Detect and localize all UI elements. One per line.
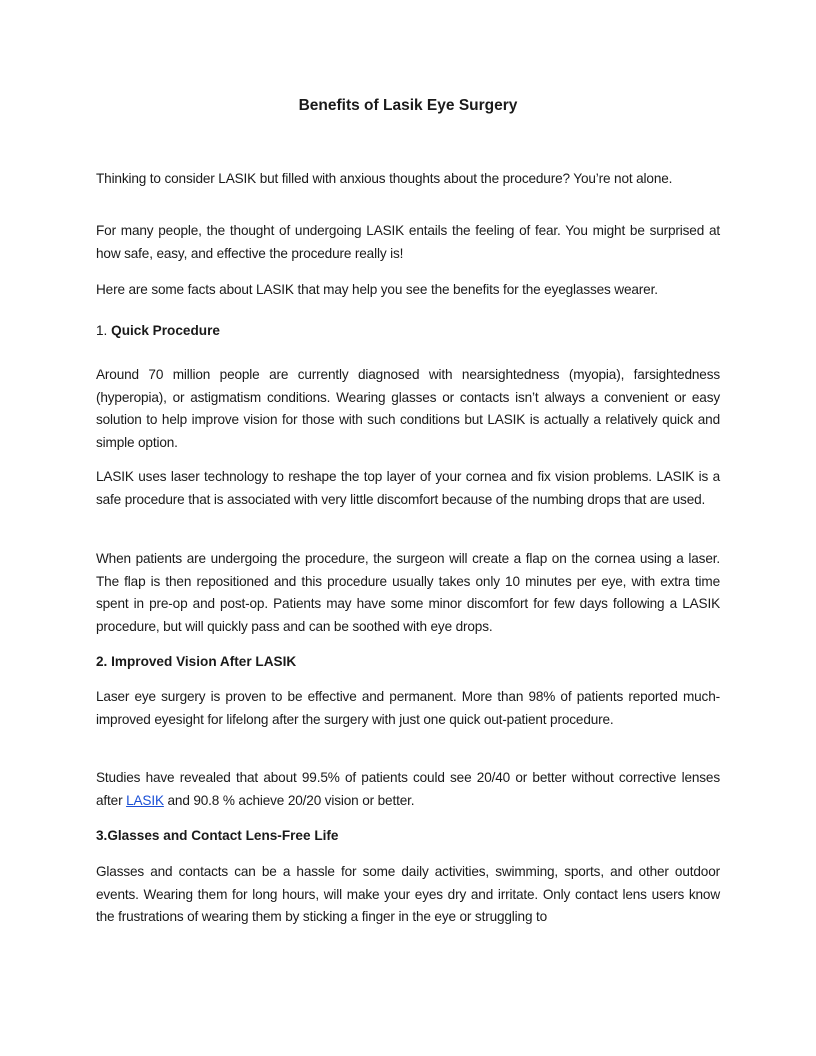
intro-paragraph-1: Thinking to consider LASIK but filled with anxious thoughts about the procedure? You’re not alone. <box>96 171 673 186</box>
section-1-paragraph-1: Around 70 million people are currently diagnosed with nearsightedness (myopia), farsightedness (hyperopia), or astigmatism conditions. Wearing glasses or contacts isn’t always a convenient or easy solution to help improve vision for those with such conditions but LASIK is actually a relatively quick and simple option. <box>96 367 720 450</box>
intro-paragraph-2: For many people, the thought of undergoing LASIK entails the feeling of fear. You might be surprised at how safe, easy, and effective the procedure really is! <box>96 223 720 261</box>
section-1-paragraph-2: LASIK uses laser technology to reshape the top layer of your cornea and fix vision problems. LASIK is a safe procedure that is associated with very little discomfort because of the numbing drops that are used. <box>96 469 720 507</box>
section-3-title: 3.Glasses and Contact Lens-Free Life <box>96 828 339 843</box>
section-1-number: 1. <box>96 323 108 338</box>
section-1-heading <box>96 320 220 343</box>
section-1-paragraph-3: When patients are undergoing the procedure, the surgeon will create a flap on the cornea using a laser. The flap is then repositioned and this procedure usually takes only 10 minutes per eye, with extra time spent in pre-op and post-op. Patients may have some minor discomfort for few days following a LASIK procedure, but will quickly pass and can be soothed with eye drops. <box>96 551 720 634</box>
section-2-p2-before: Studies have revealed that about 99.5% of patients could see 20/40 or better without corrective lenses after <box>96 770 720 808</box>
intro-paragraph-3: Here are some facts about LASIK that may help you see the benefits for the eyeglasses wearer. <box>96 282 658 297</box>
section-1-title: Quick Procedure <box>111 323 220 338</box>
document-title: Benefits of Lasik Eye Surgery <box>298 97 518 114</box>
section-3-heading <box>96 825 339 848</box>
section-2-paragraph-1: Laser eye surgery is proven to be effective and permanent. More than 98% of patients reported much-improved eyesight for lifelong after the surgery with just one quick out-patient procedure. <box>96 689 720 727</box>
section-3-paragraph-1: Glasses and contacts can be a hassle for some daily activities, swimming, sports, and other outdoor events. Wearing them for long hours, will make your eyes dry and irritate. Only contact lens users know the frustrations of wearing them by sticking a finger in the eye or struggling to <box>96 864 720 925</box>
section-2-title: 2. Improved Vision After LASIK <box>96 654 297 669</box>
section-2-heading <box>96 651 296 674</box>
section-2-p2-after: and 90.8 % achieve 20/20 vision or better. <box>163 792 415 808</box>
section-2-paragraph-2 <box>96 767 720 812</box>
lasik-link[interactable]: LASIK <box>126 792 164 808</box>
